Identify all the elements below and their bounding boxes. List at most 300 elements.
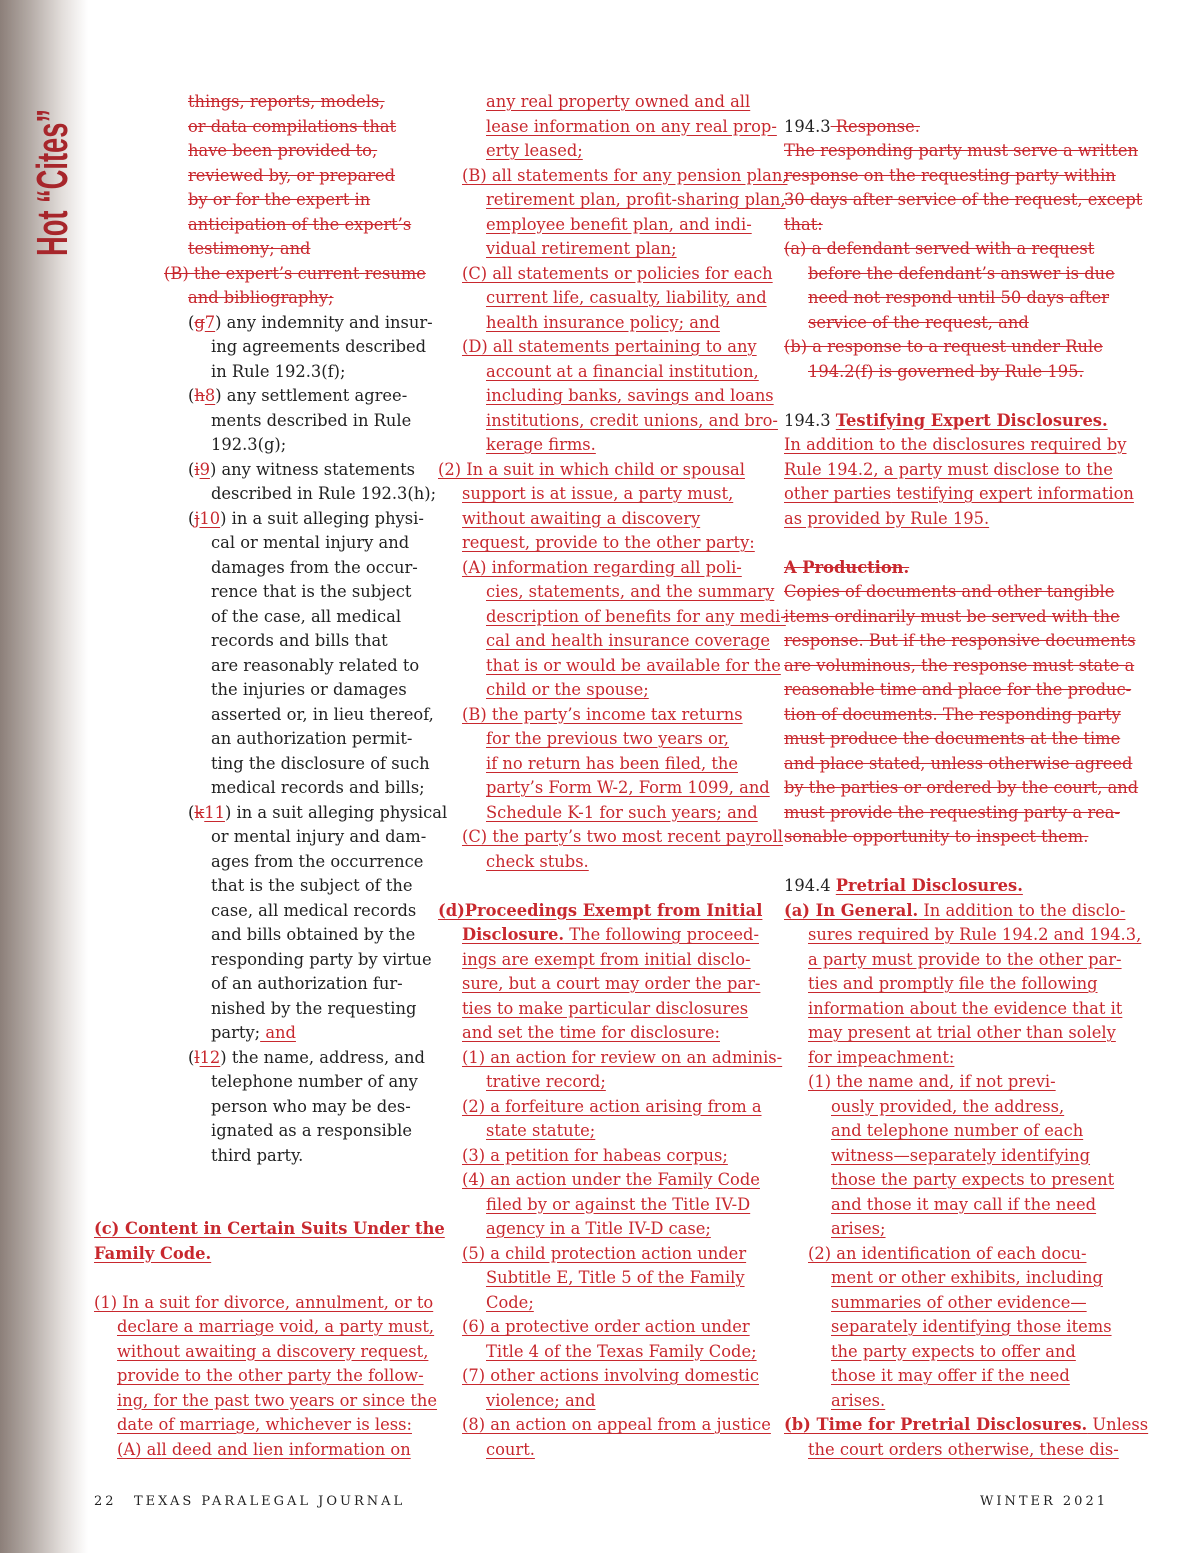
text-line (438, 825, 784, 850)
text-line (784, 654, 1135, 679)
text-run: 194.3 (784, 410, 836, 430)
deleted-text: (B) the expert’s current resume (164, 263, 426, 283)
text-line (784, 923, 1142, 948)
text-line (92, 678, 432, 703)
inserted-text: and (260, 1023, 296, 1042)
inserted-text: In addition to the disclo- (918, 900, 1126, 920)
inserted-text: 9 (199, 459, 210, 479)
deleted-text: or data compilations that (188, 116, 397, 136)
inserted-text: ment or other exhibits, including (831, 1268, 1103, 1287)
inserted-text: account at a financial institution, (486, 361, 759, 381)
inserted-text: arises; (831, 1219, 886, 1238)
text-line (92, 139, 432, 164)
text-line (92, 409, 432, 434)
deleted-text: sonable opportunity to inspect them. (784, 827, 1089, 846)
text-line (92, 850, 432, 875)
inserted-text: party’s Form W-2, Form 1099, and (486, 778, 770, 797)
inserted-text: 12 (199, 1047, 221, 1067)
text-line (784, 458, 1114, 483)
inserted-text: employee benefit plan, and indi- (486, 214, 752, 234)
text-line (784, 335, 1114, 360)
text-line (92, 1389, 438, 1414)
text-line (438, 1340, 768, 1365)
inserted-text: institutions, credit unions, and bro- (486, 410, 778, 430)
inserted-text: The following proceed- (564, 925, 759, 944)
inserted-text: (d)Proceedings Exempt from Initial (438, 900, 763, 920)
deleted-text: k (194, 802, 205, 822)
text-line (784, 948, 1122, 973)
text-line (784, 1193, 1114, 1218)
text-line (92, 1070, 432, 1095)
inserted-text: ties to make particular disclosures (462, 998, 749, 1018)
text-line (438, 850, 768, 875)
text-line (438, 899, 768, 924)
inserted-text: (b) Time for Pretrial Disclosures. (784, 1415, 1088, 1434)
deleted-text: Copies of documents and other tangible (784, 582, 1115, 601)
text-line (784, 727, 1121, 752)
inserted-text: those it may offer if the need (831, 1366, 1070, 1385)
text-run: medical records and bills; (211, 778, 425, 797)
text-line (438, 237, 768, 262)
text-line (784, 507, 1114, 532)
sidebar (0, 0, 88, 1553)
text-run: or mental injury and dam- (211, 827, 427, 846)
inserted-text: (C) the party’s two most recent payroll (462, 827, 784, 846)
inserted-text: (B) the party’s income tax returns (462, 704, 743, 724)
blank-line (784, 384, 1114, 409)
text-run: that is the subject of the (211, 876, 413, 895)
text-line (438, 458, 768, 483)
deleted-text: reviewed by, or prepared (188, 165, 396, 185)
inserted-text: (D) all statements pertaining to any (462, 337, 757, 356)
deleted-text: service of the request, and (808, 312, 1029, 332)
text-line (92, 874, 432, 899)
text-line (438, 213, 768, 238)
blank-line (92, 1168, 432, 1193)
inserted-text: and those it may call if the need (831, 1194, 1097, 1214)
text-line (784, 605, 1120, 630)
text-line (92, 1046, 432, 1071)
inserted-text: for impeachment: (808, 1047, 955, 1067)
text-line (784, 580, 1114, 605)
text-run: rence that is the subject (211, 582, 412, 601)
inserted-text: Rule 194.2, a party must disclose to the (784, 459, 1113, 479)
inserted-text: description of benefits for any medi- (486, 606, 786, 626)
inserted-text: violence; and (486, 1390, 596, 1410)
text-line (438, 972, 768, 997)
text-line (438, 1315, 768, 1340)
text-run: ) any settlement agree- (215, 386, 408, 405)
inserted-text: Title 4 of the Texas Family Code; (486, 1341, 757, 1361)
text-line (438, 752, 768, 777)
deleted-text: anticipation of the expert’s (188, 214, 412, 234)
text-line (438, 482, 768, 507)
deleted-text: A Production. (784, 557, 910, 577)
text-run: of the case, all medical (211, 606, 402, 626)
deleted-text: must provide the requesting party a rea- (784, 802, 1120, 822)
text-line (92, 1242, 432, 1267)
text-line (92, 948, 432, 973)
inserted-text: sures required by Rule 194.2 and 194.3, (808, 925, 1142, 944)
text-line (92, 899, 432, 924)
inserted-text: In addition to the disclosures required by (784, 435, 1127, 454)
inserted-text: (c) Content in Certain Suits Under the (94, 1219, 445, 1238)
text-line (438, 678, 768, 703)
inserted-text: trative record; (486, 1072, 606, 1091)
text-line (438, 384, 774, 409)
page-number: 22 (94, 1494, 117, 1509)
text-line (438, 1193, 768, 1218)
inserted-text: ing, for the past two years or since the (117, 1390, 438, 1410)
text-line (92, 507, 432, 532)
text-line (784, 899, 1126, 924)
text-line (438, 1266, 768, 1291)
text-line (92, 286, 432, 311)
text-run: described in Rule 192.3(h); (211, 484, 437, 503)
inserted-text: (2) In a suit in which child or spousal (438, 459, 745, 479)
text-run: ) the name, address, and (220, 1047, 425, 1067)
text-line (784, 286, 1114, 311)
text-line (92, 776, 432, 801)
deleted-text: need not respond until 50 days after (808, 288, 1109, 307)
inserted-text: court. (486, 1439, 535, 1459)
inserted-text: vidual retirement plan; (486, 239, 677, 258)
text-run: ments described in Rule (211, 410, 412, 430)
text-line (92, 311, 432, 336)
text-line (92, 360, 432, 385)
text-line (438, 1021, 768, 1046)
deleted-text: by the parties or ordered by the court, and (784, 778, 1139, 797)
inserted-text: may present at trial other than solely (808, 1023, 1116, 1042)
text-line (784, 752, 1133, 777)
inserted-text: and set the time for disclosure: (462, 1023, 720, 1042)
inserted-text: support is at issue, a party must, (462, 484, 734, 503)
text-run: case, all medical records (211, 900, 417, 920)
text-run: nished by the requesting (211, 998, 417, 1018)
deleted-text: by or for the expert in (188, 190, 371, 209)
inserted-text: summaries of other evidence— (831, 1292, 1087, 1312)
inserted-text: any real property owned and all (486, 92, 751, 111)
text-line (92, 1340, 432, 1365)
deleted-text: l (194, 1047, 200, 1067)
inserted-text: including banks, savings and loans (486, 386, 774, 405)
inserted-text: kerage firms. (486, 435, 596, 454)
deleted-text: items ordinarily must be served with the (784, 606, 1120, 626)
deleted-text: i (194, 459, 200, 479)
text-line (438, 703, 768, 728)
text-line (784, 115, 1114, 140)
inserted-text: (2) an identification of each docu- (808, 1243, 1087, 1263)
text-line (92, 90, 432, 115)
deleted-text: testimony; and (188, 239, 311, 258)
inserted-text: Testifying Expert Disclosures. (835, 410, 1108, 430)
deleted-text: have been provided to, (188, 141, 378, 160)
text-line (784, 1046, 1114, 1071)
text-line (438, 90, 768, 115)
inserted-text: arises. (831, 1390, 886, 1410)
text-line (92, 335, 432, 360)
blank-line (784, 850, 1114, 875)
deleted-text: Response. (830, 116, 920, 136)
text-line (784, 1070, 1114, 1095)
inserted-text: declare a marriage void, a party must, (117, 1317, 435, 1336)
text-run: in Rule 192.3(f); (211, 361, 346, 381)
text-run: 192.3(g); (211, 435, 287, 454)
text-line (438, 433, 768, 458)
inserted-text: other parties (784, 484, 892, 503)
text-run: 194.3 (784, 116, 831, 136)
text-run: responding party by virtue (211, 949, 432, 969)
text-line (438, 1438, 768, 1463)
inserted-text: as provided by Rule 195. (784, 508, 990, 528)
inserted-text: (6) a protective order action under (462, 1317, 750, 1336)
text-line (438, 139, 768, 164)
text-run: are reasonably related to (211, 655, 420, 675)
inserted-text: a party must provide to the other par- (808, 949, 1122, 969)
text-line (438, 115, 777, 140)
text-run: ( (188, 508, 195, 528)
inserted-text: (A) information regarding all poli- (462, 557, 742, 577)
blank-line (784, 90, 1114, 115)
inserted-text: Code; (486, 1292, 534, 1312)
text-line (438, 997, 768, 1022)
journal-name: TEXAS PARALEGAL JOURNAL (134, 1494, 406, 1509)
text-line (92, 1119, 432, 1144)
text-run: ( (188, 459, 195, 479)
inserted-text: 7 (204, 312, 216, 332)
text-line (438, 409, 778, 434)
text-line (92, 482, 437, 507)
inserted-text: that is or would be available for the (486, 655, 781, 675)
text-line (784, 1340, 1114, 1365)
inserted-text: information about the evidence that it (808, 998, 1123, 1018)
text-line (784, 1144, 1114, 1169)
text-line (784, 311, 1114, 336)
text-line (438, 580, 775, 605)
inserted-text: the party expects to offer and (831, 1341, 1076, 1361)
inserted-text: provide to the other party the follow- (117, 1366, 424, 1385)
text-line (438, 1144, 768, 1169)
deleted-text: 30 days after service of the request, except (784, 190, 1143, 209)
inserted-text: witness—separately identifying (831, 1145, 1091, 1165)
text-line (784, 1119, 1114, 1144)
blank-line (92, 1266, 432, 1291)
issue-date: WINTER 2021 (979, 1494, 1108, 1509)
text-run: ( (188, 312, 195, 332)
inserted-text: 10 (199, 508, 221, 528)
column-1 (92, 90, 448, 1462)
deleted-text: things, reports, models, (188, 92, 385, 111)
text-line (92, 605, 432, 630)
text-line (92, 433, 432, 458)
inserted-text: erty leased; (486, 141, 583, 160)
text-line (438, 605, 786, 630)
inserted-text: (1) In a suit for divorce, annulment, or to (94, 1292, 434, 1312)
text-run: the injuries or damages (211, 680, 407, 699)
text-line (92, 727, 432, 752)
text-run: ing agreements described (211, 337, 427, 356)
text-line (784, 262, 1114, 287)
text-run: ( (188, 802, 195, 822)
deleted-text: and bibliography; (188, 288, 334, 307)
blank-line (784, 531, 1114, 556)
inserted-text: (8) an action on appeal from a justice (462, 1415, 771, 1434)
text-line (438, 1070, 768, 1095)
text-line (784, 360, 1114, 385)
text-run: ( (188, 386, 195, 405)
inserted-text: agency in a Title IV-D case; (486, 1219, 711, 1238)
section-title: Hot “Cites” (28, 108, 77, 256)
text-line (784, 825, 1114, 850)
text-line (438, 1291, 768, 1316)
text-line (92, 703, 432, 728)
deleted-text: are voluminous, the response must state a (784, 655, 1135, 675)
text-line (784, 188, 1143, 213)
text-line (92, 580, 432, 605)
text-run: cal or mental injury and (211, 533, 410, 552)
text-line (438, 1389, 768, 1414)
text-line (92, 164, 432, 189)
inserted-text: without awaiting a discovery (462, 508, 701, 528)
text-line (438, 1217, 768, 1242)
text-line (92, 1021, 432, 1046)
text-line (784, 629, 1136, 654)
inserted-text: Pretrial Disclosures. (835, 876, 1023, 895)
text-line (784, 801, 1120, 826)
inserted-text: Subtitle E, Title 5 of the Family (486, 1268, 745, 1287)
text-line (92, 237, 432, 262)
deleted-text: 194.2(f) is governed by Rule 195. (808, 361, 1084, 381)
text-line (784, 1389, 1114, 1414)
inserted-text: 11 (204, 802, 225, 822)
text-line (438, 1046, 783, 1071)
text-run: ) any witness statements (209, 459, 415, 479)
text-run: ) in a suit alleging physi- (220, 508, 424, 528)
inserted-text: and telephone number of each (831, 1121, 1084, 1140)
text-line (784, 1242, 1114, 1267)
text-line (438, 1413, 771, 1438)
text-line (784, 703, 1121, 728)
text-line (92, 384, 432, 409)
text-line (92, 1217, 445, 1242)
inserted-text: child or the spouse; (486, 680, 649, 699)
inserted-text: (A) all deed and lien information on (117, 1439, 411, 1459)
text-line (784, 237, 1114, 262)
deleted-text: tion of documents. The responding party (784, 704, 1121, 724)
text-line (438, 629, 768, 654)
text-run: person who may be des- (211, 1096, 411, 1116)
inserted-text: ously provided, the address, (831, 1096, 1065, 1116)
deleted-text: (b) a response to a request under Rule (784, 337, 1103, 356)
text-run: and bills obtained by the (211, 925, 416, 944)
text-line (92, 825, 432, 850)
deleted-text: response on the requesting party within (784, 165, 1116, 185)
inserted-text: ties and promptly file the following (808, 974, 1098, 993)
text-run: third party. (211, 1145, 304, 1165)
blank-line (92, 1193, 432, 1218)
text-line (438, 556, 768, 581)
deleted-text: reasonable time and place for the produc- (784, 680, 1132, 699)
text-line (438, 335, 768, 360)
text-line (92, 997, 432, 1022)
inserted-text: cies, statements, and the summary (486, 582, 775, 601)
text-line (92, 1144, 432, 1169)
text-line (438, 507, 768, 532)
text-line (784, 1217, 1114, 1242)
text-line (438, 923, 768, 948)
inserted-text: the court orders otherwise, these dis- (808, 1439, 1119, 1459)
text-line (438, 1364, 768, 1389)
deleted-text: h (194, 386, 205, 405)
text-run: damages from the occur- (211, 557, 418, 577)
deleted-text: (a) a defendant served with a request (784, 239, 1095, 258)
inserted-text: (4) an action under the Family Code (462, 1170, 760, 1189)
text-line (784, 1438, 1119, 1463)
inserted-text: (a) In General. (784, 900, 919, 920)
text-line (784, 874, 1114, 899)
text-line (784, 164, 1114, 189)
blank-line (438, 874, 768, 899)
deleted-text: response. But if the responsive documents (784, 631, 1136, 650)
text-line (92, 1315, 435, 1340)
deleted-text: before the defendant’s answer is due (808, 263, 1115, 283)
inserted-text: date of marriage, whichever is less: (117, 1415, 412, 1434)
text-line (784, 433, 1127, 458)
inserted-text: filed by or against the Title IV-D (486, 1194, 751, 1214)
deleted-text: and place stated, unless otherwise agreed (784, 753, 1133, 773)
text-run: telephone number of any (211, 1072, 418, 1091)
text-line (92, 1095, 432, 1120)
text-line (438, 1242, 768, 1267)
text-run: 194.4 (784, 876, 836, 895)
text-line (784, 1413, 1149, 1438)
text-run: records and bills that (211, 631, 388, 650)
inserted-text: (1) the name and, if not previ- (808, 1072, 1056, 1091)
text-run: asserted or, in lieu thereof, (211, 704, 434, 724)
inserted-text: lease information on any real prop- (486, 116, 777, 136)
text-line (92, 629, 432, 654)
inserted-text: Unless (1087, 1415, 1149, 1434)
text-line (92, 458, 432, 483)
text-line (92, 213, 432, 238)
inserted-text: testifying expert information (891, 484, 1134, 503)
text-line (784, 482, 1134, 507)
inserted-text: health insurance policy; and (486, 312, 720, 332)
text-line (438, 1119, 768, 1144)
text-line (92, 654, 432, 679)
inserted-text: (3) a petition for habeas corpus; (462, 1145, 728, 1165)
text-line (784, 1095, 1114, 1120)
column-2 (438, 90, 788, 1462)
inserted-text: (C) all statements or policies for each (462, 263, 773, 283)
text-line (438, 311, 768, 336)
text-line (92, 1364, 432, 1389)
inserted-text: 8 (204, 386, 216, 405)
text-line (438, 727, 768, 752)
text-line (92, 188, 432, 213)
inserted-text: if no return has been filed, the (486, 753, 738, 773)
text-line (784, 213, 1114, 238)
text-run: party; (211, 1023, 261, 1042)
text-line (438, 801, 768, 826)
text-line (438, 654, 781, 679)
text-line (784, 139, 1138, 164)
text-line (438, 262, 773, 287)
inserted-text: those the party expects to present (831, 1170, 1115, 1189)
text-line (784, 1364, 1114, 1389)
text-line (784, 972, 1114, 997)
inserted-text: sure, but a court may order the par- (462, 974, 761, 993)
